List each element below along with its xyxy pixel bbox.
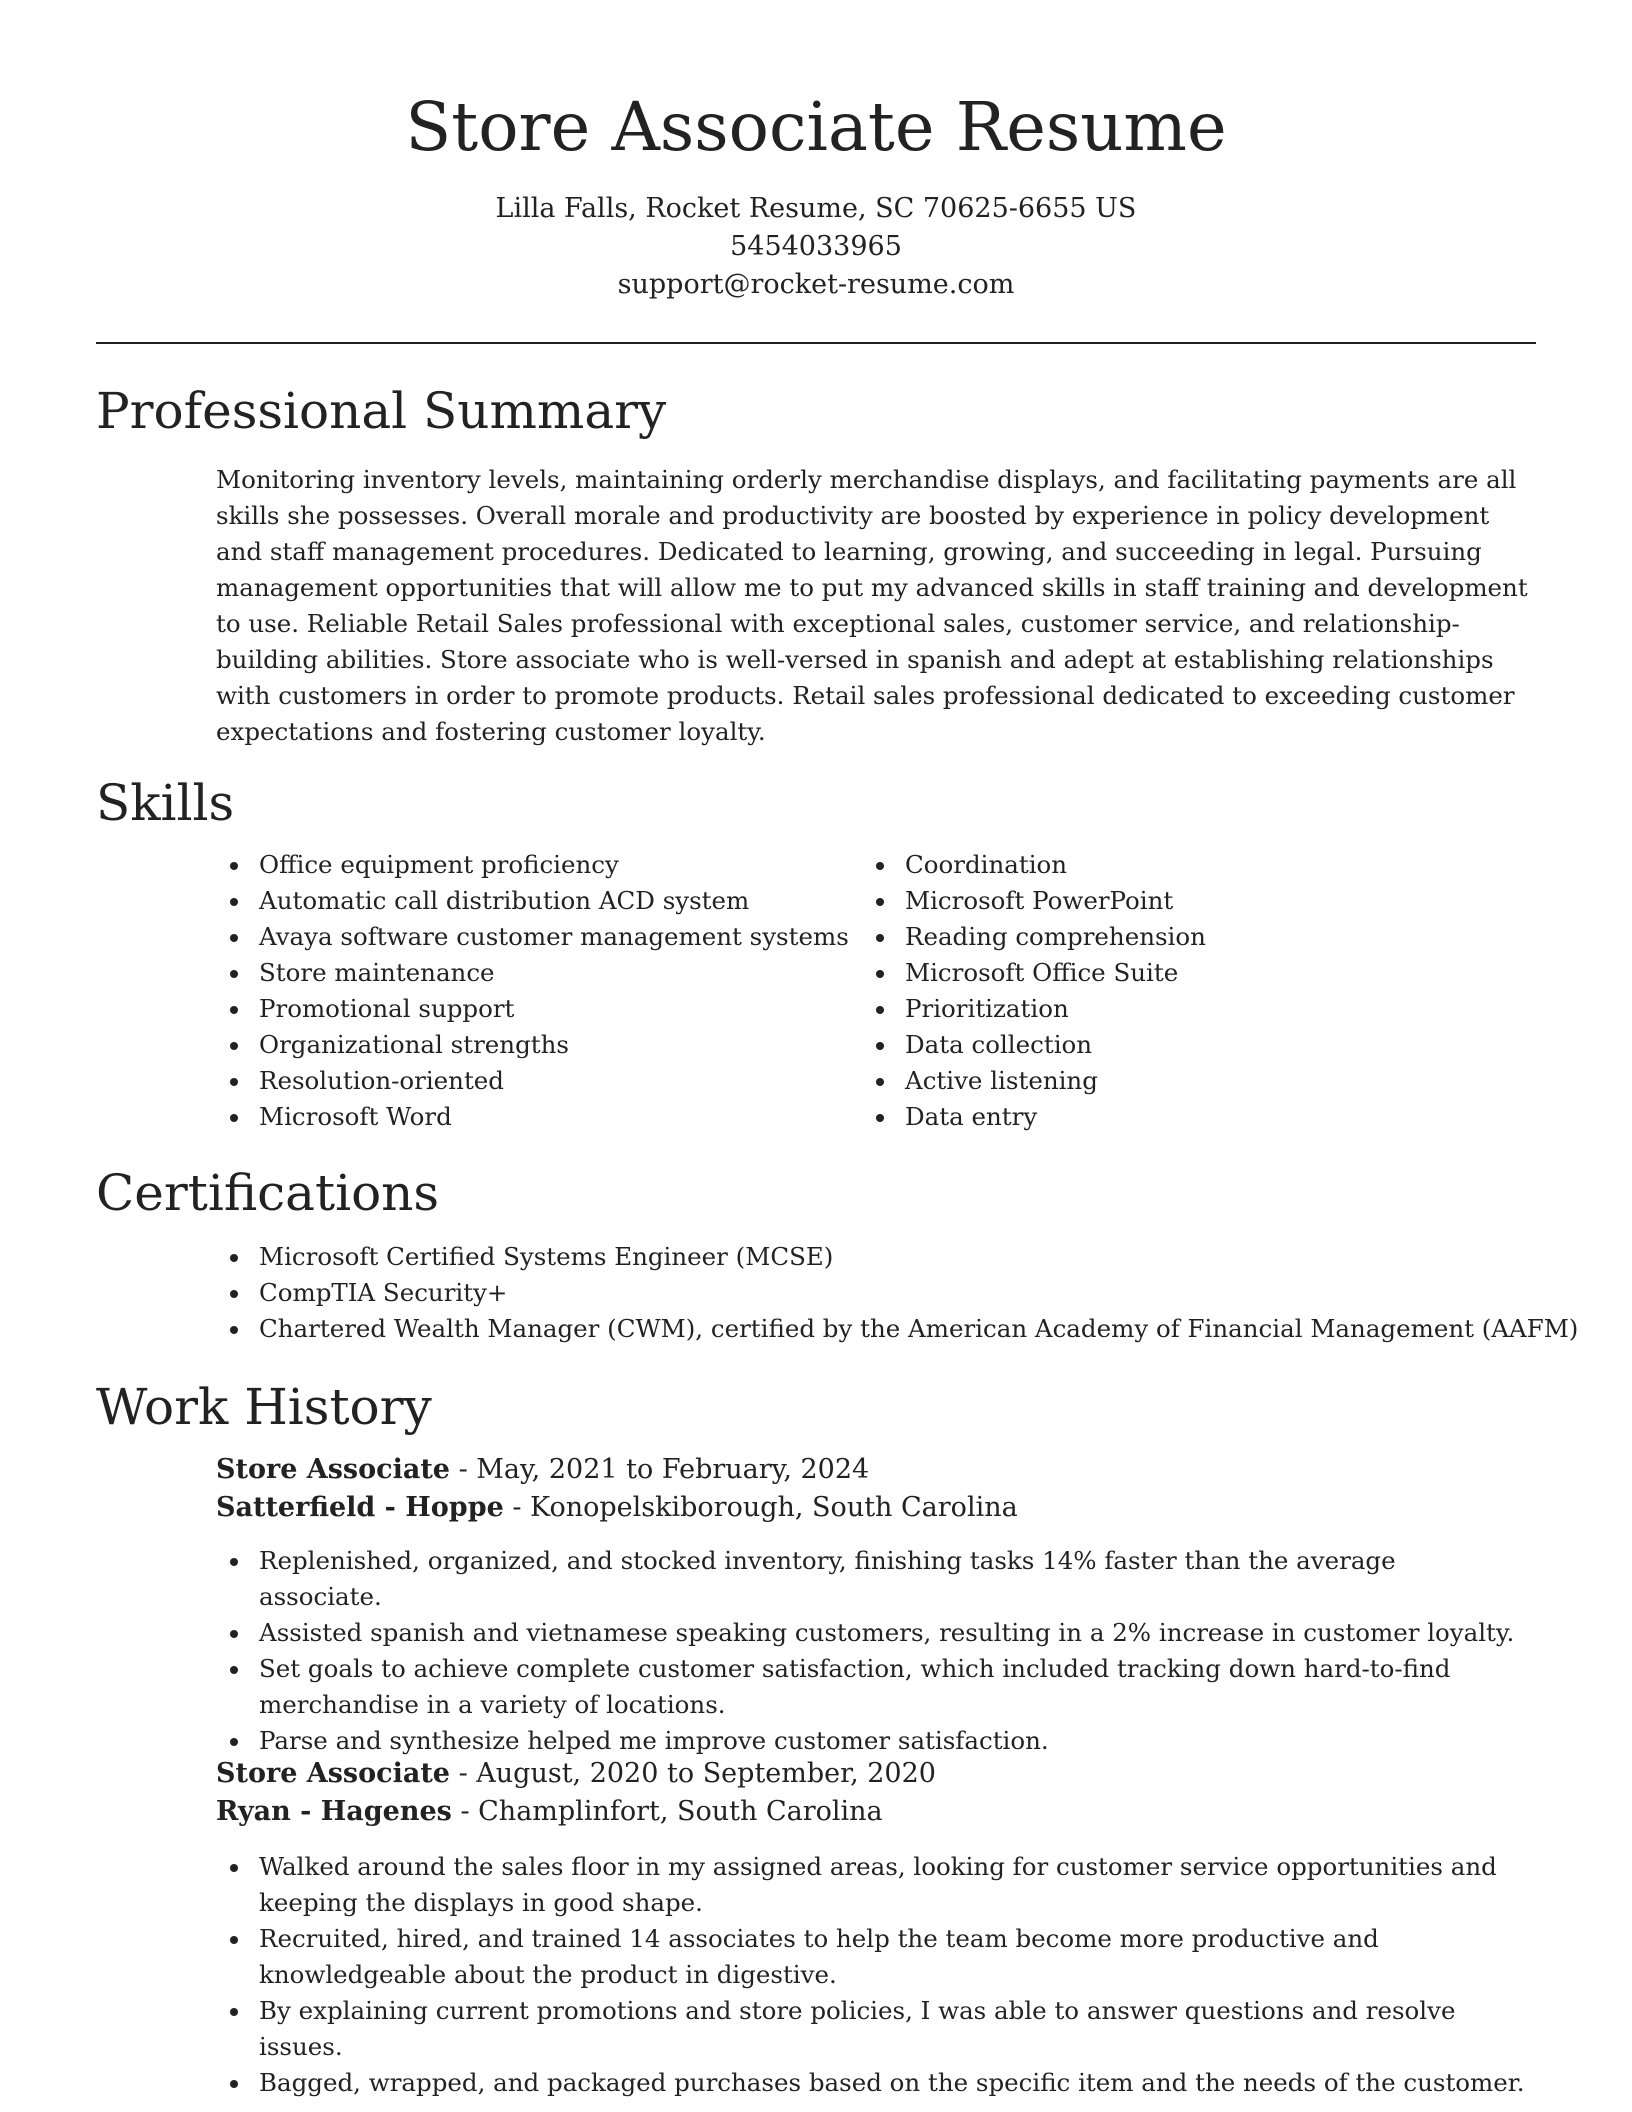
job-bullet: Assisted spanish and vietnamese speaking customers, resulting in a 2% increase in customer loyalty.	[216, 1615, 1526, 1651]
skill-item: Organizational strengths	[216, 1027, 856, 1063]
job-title-line	[216, 1755, 936, 1793]
contact-address: Lilla Falls, Rocket Resume, SC 70625-6655 US	[495, 193, 1137, 224]
skill-item: Active listening	[862, 1063, 1522, 1099]
job-location: - Konopelskiborough, South Carolina	[503, 1492, 1018, 1523]
job-company-line	[216, 1489, 1018, 1527]
summary-heading: Professional Summary	[96, 382, 667, 440]
job-bullet: Replenished, organized, and stocked inventory, finishing tasks 14% faster than the average associate.	[216, 1543, 1526, 1615]
skill-item: Automatic call distribution ACD system	[216, 883, 856, 919]
job-dates: - May, 2021 to February, 2024	[449, 1454, 870, 1485]
skill-item: Promotional support	[216, 991, 856, 1027]
job-company: Satterfield - Hoppe	[216, 1492, 504, 1523]
skill-item: Avaya software customer management systems	[216, 919, 856, 955]
summary-text: Monitoring inventory levels, maintaining orderly merchandise displays, and facilitating payments are all skills she possesses. Overall morale and productivity are boosted by experience in policy development and staff management procedures. Dedicated to learning, growing, and succeeding in legal. Pursuing management opportunities that will allow me to put my advanced skills in staff training and development to use. Reliable Retail Sales professional with exceptional sales, customer service, and relationship-building abilities. Store associate who is well-versed in spanish and adept at establishing relationships with customers in order to promote products. Retail sales professional dedicated to exceeding customer expectations and fostering customer loyalty.	[216, 465, 1528, 746]
certifications-list	[216, 1239, 1579, 1347]
skill-item: Microsoft PowerPoint	[862, 883, 1522, 919]
job-bullet: Set goals to achieve complete customer satisfaction, which included tracking down hard-to-find merchandise in a variety of locations.	[216, 1651, 1526, 1723]
contact-email: support@rocket-resume.com	[617, 269, 1015, 300]
job-location: - Champlinfort, South Carolina	[451, 1796, 883, 1827]
resume-title: Store Associate Resume	[405, 88, 1227, 166]
job-bullet: Bagged, wrapped, and packaged purchases based on the specific item and the needs of the customer.	[216, 2065, 1526, 2101]
job-bullet: Parse and synthesize helped me improve customer satisfaction.	[216, 1723, 1526, 1759]
certifications-heading: Certifications	[96, 1164, 440, 1222]
skill-item: Coordination	[862, 847, 1522, 883]
skills-list-right	[862, 847, 1522, 1135]
job-title-line	[216, 1451, 869, 1489]
job-bullet: By explaining current promotions and store policies, I was able to answer questions and resolve issues.	[216, 1993, 1526, 2065]
certification-item: Microsoft Certified Systems Engineer (MCSE)	[216, 1239, 1542, 1275]
skill-item: Store maintenance	[216, 955, 856, 991]
skills-list-left	[216, 847, 856, 1135]
skill-item: Reading comprehension	[862, 919, 1522, 955]
job-title: Store Associate	[216, 1454, 450, 1485]
certification-item: CompTIA Security+	[216, 1275, 1542, 1311]
skill-item: Data collection	[862, 1027, 1522, 1063]
job-bullets	[216, 1849, 1526, 2101]
job-bullet: Walked around the sales floor in my assigned areas, looking for customer service opportunities and keeping the displays in good shape.	[216, 1849, 1526, 1921]
job-title: Store Associate	[216, 1758, 450, 1789]
skill-item: Data entry	[862, 1099, 1522, 1135]
header-divider	[96, 342, 1536, 344]
skill-item: Prioritization	[862, 991, 1522, 1027]
contact-phone: 5454033965	[730, 231, 902, 262]
job-bullet: Recruited, hired, and trained 14 associates to help the team become more productive and knowledgeable about the product in digestive.	[216, 1921, 1526, 1993]
job-bullets	[216, 1543, 1526, 1759]
work-history-heading: Work History	[96, 1378, 432, 1436]
skill-item: Microsoft Office Suite	[862, 955, 1522, 991]
skill-item: Office equipment proficiency	[216, 847, 856, 883]
skill-item: Resolution-oriented	[216, 1063, 856, 1099]
certification-item: Chartered Wealth Manager (CWM), certified by the American Academy of Financial Management (AAFM)	[216, 1311, 1542, 1347]
skill-item: Microsoft Word	[216, 1099, 856, 1135]
job-dates: - August, 2020 to September, 2020	[449, 1758, 936, 1789]
job-company: Ryan - Hagenes	[216, 1796, 452, 1827]
job-company-line	[216, 1793, 883, 1831]
skills-heading: Skills	[96, 774, 235, 832]
